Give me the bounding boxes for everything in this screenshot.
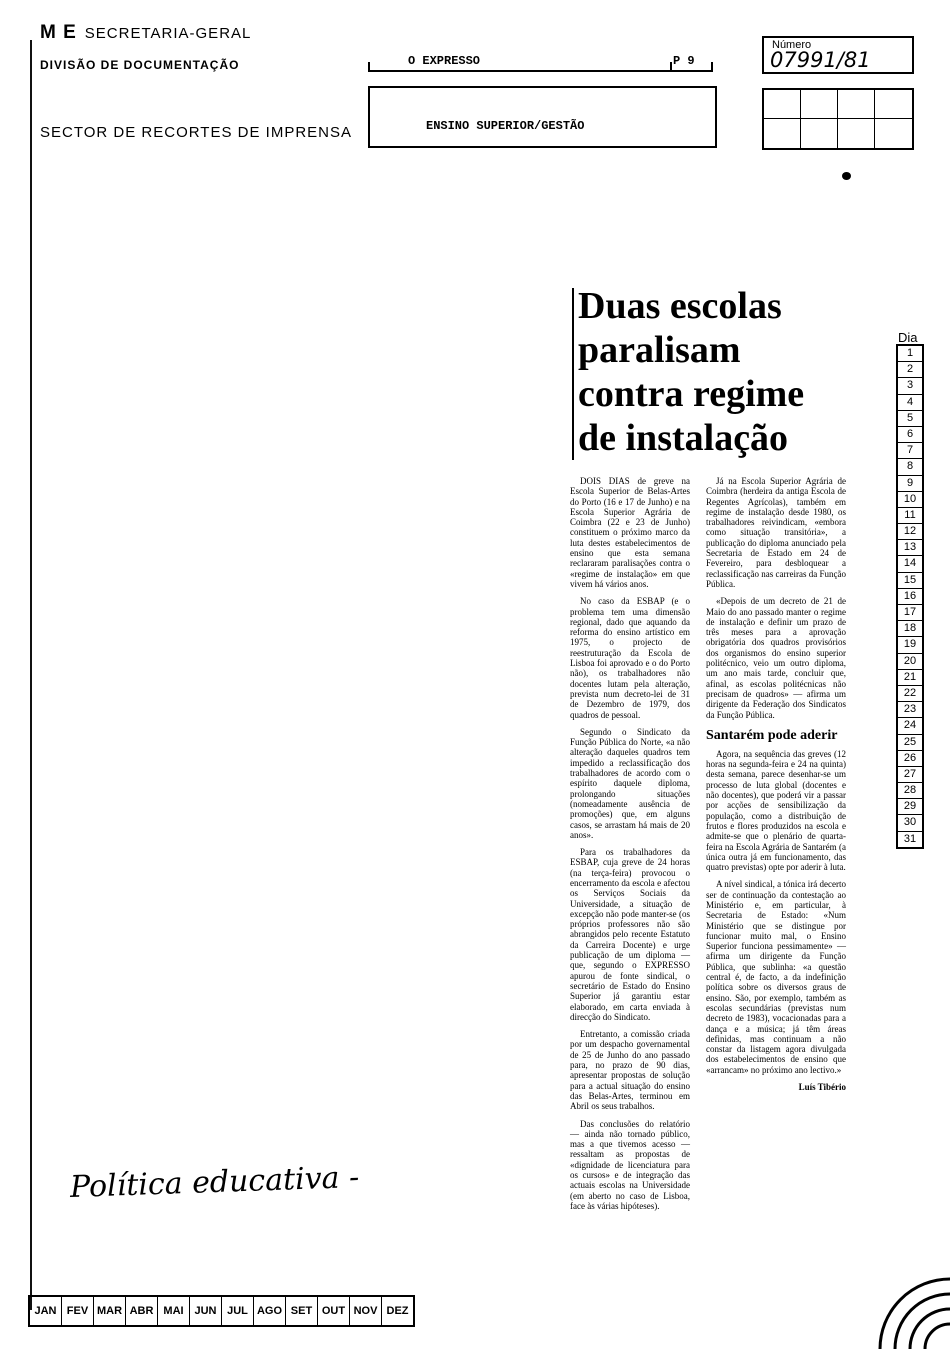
day-cell: 17 <box>898 605 922 621</box>
day-cell: 31 <box>903 832 917 845</box>
grid-cell <box>875 119 912 148</box>
day-cell: 2 <box>898 362 922 378</box>
article-paragraph: Para os trabalhadores da ESBAP, cuja greve de 24 horas (na terça-feira) provocou o encerramento da escola e afectou os Serviços Sociais da Universidade, a situação de excepção não pode manter-se (os próprios professores não são abrangidos pelo recente Estatuto da Carreira Docente) e urge publicação de um diploma — que, segundo o EXPRESSO apurou de fonte sindical, o secretário de Estado do Ensino Superior já garantiu estar elaborado, em carta enviada à direcção do Sindicato. <box>570 847 690 1022</box>
article-paragraph: «Depois de um decreto de 21 de Maio do ano passado manter o regime de instalação e definir um prazo de três meses para a aprovação obrigatória dos quadros provisórios dos organismos do ensino superior politécnico, veio um outro diploma, um ano mais tarde, concluir que, afinal, as escolas politécnicas não precisam de quadros» — afirma um dirigente da Federação dos Sindicatos da Função Pública. <box>706 596 846 720</box>
day-cell: 18 <box>898 621 922 637</box>
corner-arcs-logo <box>820 1200 950 1349</box>
grid-cell <box>875 90 912 119</box>
day-cell: 5 <box>898 411 922 427</box>
month-cell: AGO <box>254 1297 286 1325</box>
day-cell: 13 <box>898 540 922 556</box>
publication-name: O EXPRESSO <box>408 54 481 68</box>
day-cell: 15 <box>898 573 922 589</box>
grid-cell <box>838 119 875 148</box>
day-cell: 21 <box>898 670 922 686</box>
day-cell: 23 <box>898 702 922 718</box>
article-paragraph: No caso da ESBAP (e o problema tem uma dimensão regional, dado que aquando da reforma do ensino artístico em 1975, o projecto de reestruturação da Escola de Lisboa foi aprovado e o do Porto não), os trabalhadores não docentes lutam pela alteração, prevista num decreto-lei de 31 de Dezembro de 1979, dos quadros de pessoal. <box>570 596 690 720</box>
month-cell: SET <box>286 1297 318 1325</box>
day-cell: 7 <box>898 443 922 459</box>
day-column <box>896 344 924 849</box>
article-byline: Luís Tibério <box>798 1082 846 1093</box>
headline-line: de instalação <box>578 417 789 459</box>
day-cell: 26 <box>898 751 922 767</box>
field-tick <box>711 62 713 72</box>
ministry-header <box>40 22 251 44</box>
publication-page: P 9 <box>673 54 695 68</box>
article-paragraph: DOIS DIAS de greve na Escola Superior de Belas-Artes do Porto (16 e 17 de Junho) e na Escola Superior Agrária de Coimbra (22 e 23 de Junho) constituem o próximo marco da luta destes estabelecimentos de ensino que esta semana reclararam paralisações contra o «regime de instalação» em que vivem há vários anos. <box>570 476 690 589</box>
article-paragraph: Segundo o Sindicato da Função Pública do Norte, «a não alteração daqueles quadros tem impedido a reclassificação dos trabalhadores de acordo com o espírito daquele diploma, prolongando situações (nomeadamente ausência de promoções) que, em alguns casos, se arrastam há mais de 20 anos». <box>570 726 690 840</box>
day-cell: 6 <box>898 427 922 443</box>
day-cell: 4 <box>898 395 922 411</box>
subject-box <box>368 86 717 148</box>
headline-line: Duas escolas <box>578 285 782 327</box>
column-2-top <box>706 476 846 720</box>
month-cell: NOV <box>350 1297 382 1325</box>
number-label: Número <box>772 39 812 51</box>
grid-cell <box>801 90 838 119</box>
day-label: Dia <box>898 330 918 345</box>
month-strip <box>28 1295 415 1327</box>
ministry-label: M E <box>40 22 77 43</box>
left-margin-line <box>30 40 32 1310</box>
headline-line: contra regime <box>578 373 805 415</box>
month-cell: OUT <box>318 1297 350 1325</box>
day-cell: 29 <box>898 799 922 815</box>
grid-cell <box>764 90 801 119</box>
month-cell: ABR <box>126 1297 158 1325</box>
field-tick <box>670 62 672 72</box>
day-cell: 11 <box>898 508 922 524</box>
day-cell: 25 <box>898 735 922 751</box>
headline-rule <box>572 288 574 460</box>
field-tick <box>368 62 370 72</box>
day-cell: 27 <box>898 767 922 783</box>
month-cell: JUL <box>222 1297 254 1325</box>
ink-dot <box>842 172 851 180</box>
day-cell: 12 <box>898 524 922 540</box>
month-cell: JAN <box>30 1297 62 1325</box>
day-cell: 16 <box>898 589 922 605</box>
classification-grid <box>762 88 914 150</box>
day-cell: 14 <box>898 556 922 572</box>
day-cell: 19 <box>898 637 922 653</box>
article-paragraph: Entretanto, a comissão criada por um despacho governamental de 25 de Junho do ano passado para, no prazo de 90 dias, apresentar propostas de solução para a actual situação do ensino das Belas-Artes, terminou em Abril os seus trabalhos. <box>570 1029 690 1112</box>
day-cell: 9 <box>898 476 922 492</box>
handwritten-note: Política educativa - <box>69 1159 360 1206</box>
day-cell: 10 <box>898 492 922 508</box>
grid-cell <box>764 119 801 148</box>
month-cell: FEV <box>62 1297 94 1325</box>
day-cell: 8 <box>898 459 922 475</box>
day-cell: 28 <box>898 783 922 799</box>
article-paragraph: Das conclusões do relatório — ainda não tornado público, mas a que tivemos acesso — ressaltam as propostas de «dignidade de licenciatura para os cursos» e de integração das actuais escolas na Universidade (em aberto no caso de Lisboa, face às várias hipóteses). <box>570 1118 690 1211</box>
number-value: 07991/81 <box>770 48 871 72</box>
month-cell: JUN <box>190 1297 222 1325</box>
article-column-1 <box>570 476 690 1218</box>
article-paragraph: Agora, na sequência das greves (12 horas na segunda-feira e 24 na quinta) desta semana, parece desenhar-se um processo de luta global (docentes e não docentes), que poderá vir a passar por acções de sensibilização da população, como a distribuição de frutos e flores produzidos na escola e admite-se que o plenário de quarta-feira na Escola Agrária de Santarém (a única outra já em funcionamento, das quatro previstas) opte por aderir à luta. <box>706 748 846 873</box>
month-cell: DEZ <box>386 1305 409 1317</box>
day-cell: 20 <box>898 654 922 670</box>
grid-cell <box>838 90 875 119</box>
number-box <box>762 36 914 74</box>
day-cell: 22 <box>898 686 922 702</box>
month-cell: MAI <box>158 1297 190 1325</box>
article-paragraph: A nível sindical, a tónica irá decerto ser de continuação da contestação ao Ministério e, em particular, à Secretaria de Estado: «Num Ministério que se distingue por funcionar muito mal, o Ensino Superior funciona pessimamente» — afirma um dirigente da Função Pública, que sublinha: «a questão central é, de facto, a da indefinição política sobre os diversos graus de ensino. São, por exemplo, também as escolas secundárias (previstas num decreto de 1983), vocacionadas para a dança e a música; já têm áreas definidas, mas continuam a não constar da listagem agora divulgada dos estabelecimentos de ensino que «arrancam» no próximo ano lectivo.» <box>706 879 846 1075</box>
month-cell: MAR <box>94 1297 126 1325</box>
column-2-bottom <box>706 749 846 1075</box>
day-cell: 30 <box>898 815 922 831</box>
sector-label: SECTOR DE RECORTES DE IMPRENSA <box>40 124 352 141</box>
grid-cell <box>801 119 838 148</box>
secretariat-label: SECRETARIA-GERAL <box>84 25 252 42</box>
article-subheading: Santarém pode aderir <box>706 727 838 743</box>
article-paragraph: Já na Escola Superior Agrária de Coimbra (herdeira da antiga Escola de Regentes Agrícolas), também em regime de instalação desde 1980, os trabalhadores reivindicam, «embora como situação transitória», a publicação do diploma anunciado pela Secretaria de Estado em 24 de Fevereiro, para desbloquear a reclassificação nas carreiras da Função Pública. <box>706 476 846 589</box>
subject-label: ENSINO SUPERIOR/GESTÃO <box>426 119 585 133</box>
day-cell: 3 <box>898 378 922 394</box>
headline-line: paralisam <box>578 329 741 371</box>
article-column-2 <box>706 476 846 1092</box>
division-label: DIVISÃO DE DOCUMENTAÇÃO <box>40 58 240 72</box>
day-cell: 1 <box>898 346 922 362</box>
article-headline <box>578 284 848 460</box>
publication-field <box>368 54 713 72</box>
day-cell: 24 <box>898 718 922 734</box>
